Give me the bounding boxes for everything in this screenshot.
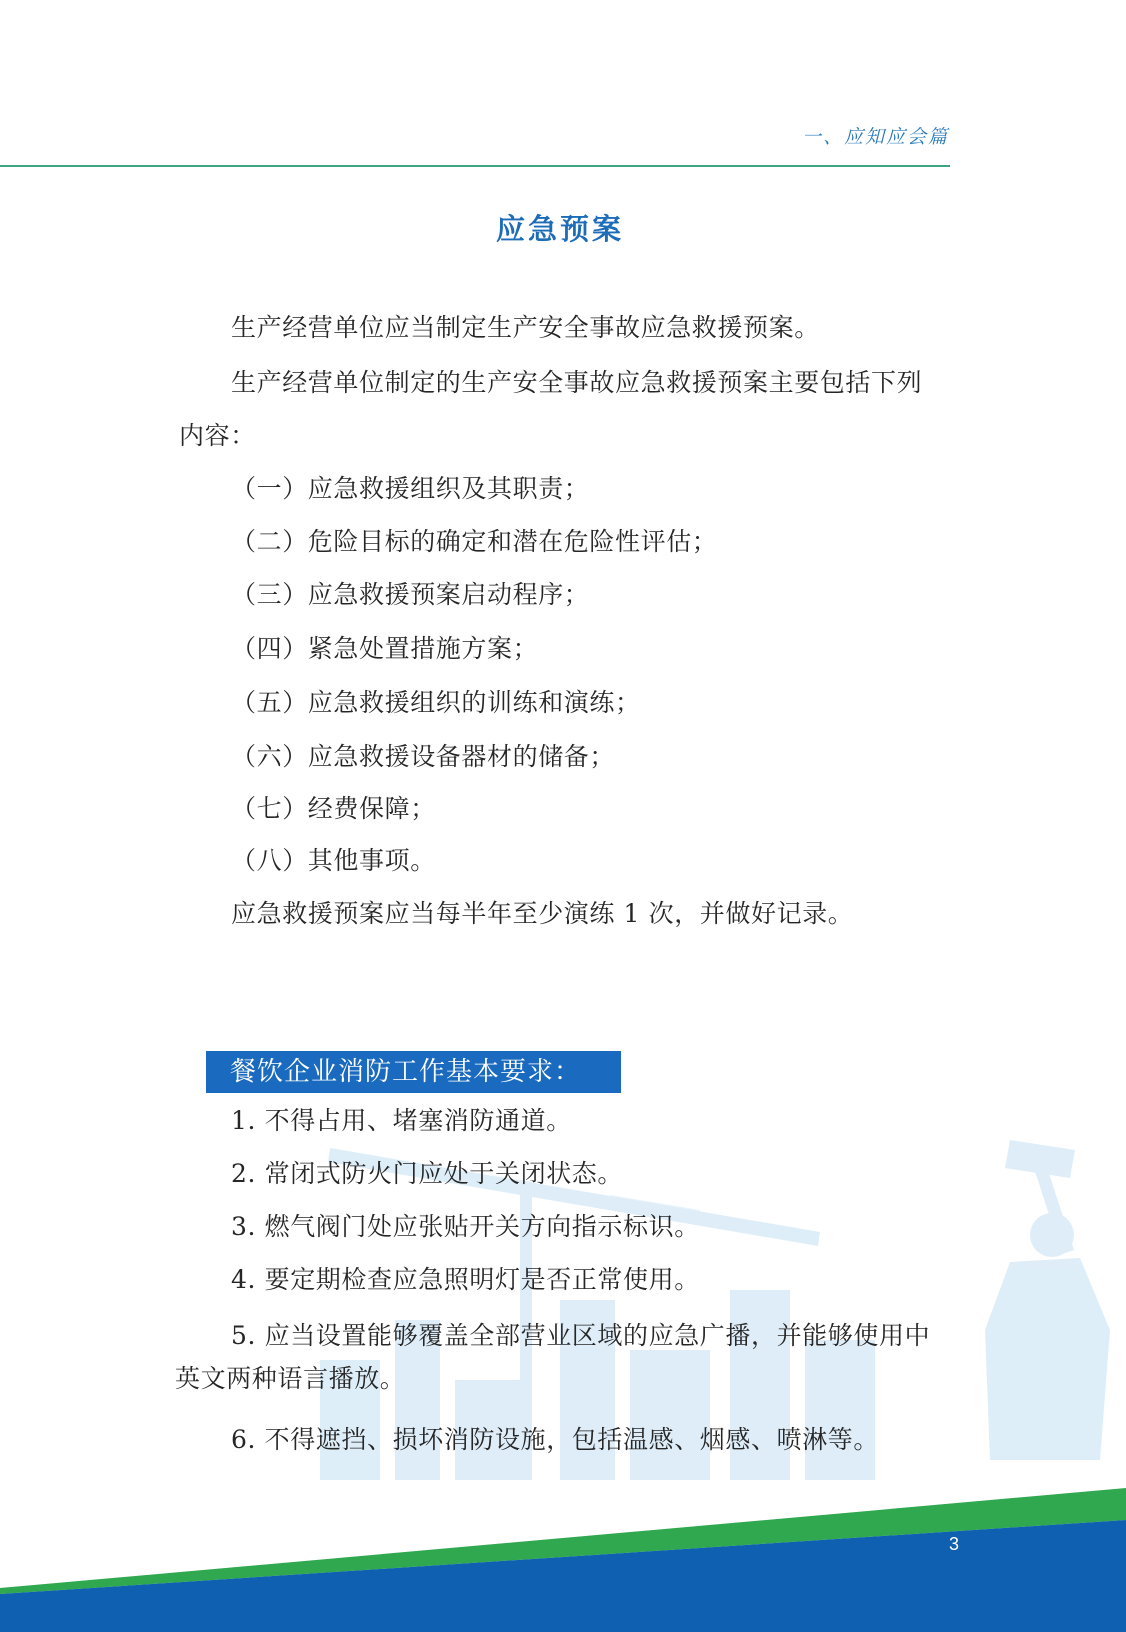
header-rule <box>0 165 950 167</box>
list-item: （一）应急救援组织及其职责； <box>231 474 590 503</box>
intro-paragraph-1: 生产经营单位应当制定生产安全事故应急救援预案。 <box>231 313 820 342</box>
list-item: （三）应急救援预案启动程序； <box>231 580 590 609</box>
list-item: （八）其他事项。 <box>231 846 436 875</box>
section-label: 一、应知应会篇 <box>801 126 949 148</box>
requirement-item-5-line-2: 英文两种语言播放。 <box>175 1364 406 1393</box>
page-number: 3 <box>949 1534 960 1554</box>
list-item: （二）危险目标的确定和潜在危险性评估； <box>231 527 718 556</box>
list-item: （六）应急救援设备器材的储备； <box>231 742 616 771</box>
list-item: （七）经费保障； <box>231 794 436 823</box>
closing-paragraph: 应急救援预案应当每半年至少演练 1 次，并做好记录。 <box>231 899 854 928</box>
intro-paragraph-2-line-2: 内容： <box>179 421 256 450</box>
requirement-item-4: 4. 要定期检查应急照明灯是否正常使用。 <box>231 1265 700 1294</box>
intro-paragraph-2-line-1: 生产经营单位制定的生产安全事故应急救援预案主要包括下列 <box>231 368 923 397</box>
requirement-item-5-line-1: 5. 应当设置能够覆盖全部营业区域的应急广播，并能够使用中 <box>231 1321 931 1350</box>
list-item: （五）应急救援组织的训练和演练； <box>231 688 641 717</box>
requirements-heading: 餐饮企业消防工作基本要求： <box>206 1051 621 1093</box>
list-item: （四）紧急处置措施方案； <box>231 634 539 663</box>
requirement-item-2: 2. 常闭式防火门应处于关闭状态。 <box>231 1159 624 1188</box>
requirement-item-1: 1. 不得占用、堵塞消防通道。 <box>231 1106 572 1135</box>
page-title: 应急预案 <box>495 212 624 246</box>
requirement-item-3: 3. 燃气阀门处应张贴开关方向指示标识。 <box>231 1212 700 1241</box>
requirement-item-6: 6. 不得遮挡、损坏消防设施，包括温感、烟感、喷淋等。 <box>231 1425 880 1454</box>
